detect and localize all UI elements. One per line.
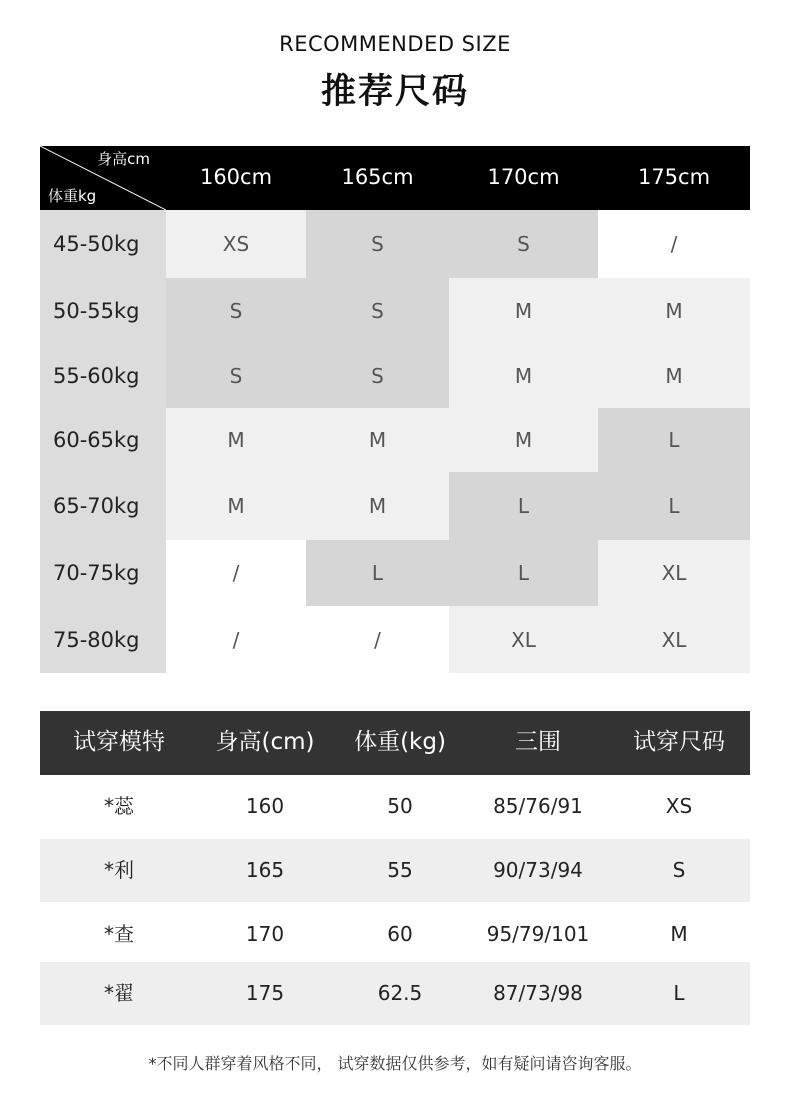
size-cell: M — [166, 472, 306, 540]
size-chart-header — [40, 146, 750, 210]
model-height-cell: 170 — [245, 922, 285, 946]
weight-row-label: 55-60kg — [40, 344, 166, 408]
size-cell: M — [598, 344, 750, 408]
size-cell: / — [166, 540, 306, 606]
model-measurements-cell: 87/73/98 — [493, 981, 583, 1005]
title-en: RECOMMENDED SIZE — [279, 32, 511, 56]
model-size-cell: XS — [665, 794, 693, 818]
weight-row-label: 65-70kg — [40, 472, 166, 540]
model-measurements-cell: 95/79/101 — [486, 922, 590, 946]
size-cell: XL — [449, 606, 598, 673]
size-cell: M — [166, 408, 306, 472]
model-name-cell: *利 — [104, 858, 134, 882]
size-cell: M — [449, 408, 598, 472]
model-table-header — [40, 711, 750, 775]
size-cell: M — [598, 278, 750, 344]
weight-row-label: 75-80kg — [40, 606, 166, 673]
model-weight-cell: 62.5 — [377, 981, 423, 1005]
size-cell: L — [306, 540, 449, 606]
model-measurements-cell: 85/76/91 — [493, 794, 583, 818]
header-size: 试穿尺码 — [633, 729, 725, 755]
table-row — [40, 903, 750, 966]
model-weight-cell: 50 — [387, 794, 413, 818]
table-row — [40, 962, 750, 1025]
model-weight-cell: 55 — [387, 858, 413, 882]
height-col-165: 165cm — [341, 165, 414, 189]
size-cell: M — [306, 472, 449, 540]
model-size-cell: L — [673, 981, 685, 1005]
header-height: 身高(cm) — [215, 729, 315, 755]
model-measurements-cell: 90/73/94 — [493, 858, 583, 882]
height-col-160: 160cm — [199, 165, 273, 189]
weight-row-label: 45-50kg — [40, 210, 166, 278]
size-cell: S — [449, 210, 598, 278]
weight-row-label: 60-65kg — [40, 408, 166, 472]
size-cell: / — [166, 606, 306, 673]
corner-cell — [40, 146, 166, 210]
size-cell: S — [306, 210, 449, 278]
table-row — [40, 775, 750, 838]
size-cell: S — [166, 278, 306, 344]
weight-row-label: 70-75kg — [40, 540, 166, 606]
size-cell: S — [306, 344, 449, 408]
model-name-cell: *查 — [104, 922, 134, 946]
size-cell: / — [598, 210, 750, 278]
size-cell: / — [306, 606, 449, 673]
size-cell: XL — [598, 606, 750, 673]
size-cell: S — [306, 278, 449, 344]
header-measurements: 三围 — [515, 729, 561, 755]
height-axis-label: 身高cm — [97, 150, 150, 168]
size-cell: S — [166, 344, 306, 408]
header-weight: 体重(kg) — [354, 729, 446, 755]
size-cell: L — [598, 408, 750, 472]
model-height-cell: 165 — [245, 858, 285, 882]
size-cell: XS — [166, 210, 306, 278]
size-cell: XL — [598, 540, 750, 606]
size-cell: L — [449, 472, 598, 540]
size-cell: L — [449, 540, 598, 606]
model-weight-cell: 60 — [387, 922, 413, 946]
model-size-cell: S — [672, 858, 686, 882]
weight-axis-label: 体重kg — [48, 187, 97, 205]
size-cell: M — [306, 408, 449, 472]
size-cell: M — [449, 278, 598, 344]
model-name-cell: *翟 — [104, 981, 134, 1005]
size-cell: M — [449, 344, 598, 408]
footnote: *不同人群穿着风格不同， 试穿数据仅供参考，如有疑问请咨询客服。 — [148, 1054, 642, 1073]
model-height-cell: 160 — [245, 794, 285, 818]
model-size-cell: M — [670, 922, 688, 946]
model-height-cell: 175 — [245, 981, 285, 1005]
size-cell: L — [598, 472, 750, 540]
height-col-175: 175cm — [637, 165, 711, 189]
height-col-170: 170cm — [487, 165, 560, 189]
title-cn: 推荐尺码 — [320, 72, 469, 112]
weight-row-label: 50-55kg — [40, 278, 166, 344]
header-model: 试穿模特 — [73, 729, 165, 755]
model-name-cell: *蕊 — [104, 794, 134, 818]
table-row — [40, 839, 750, 902]
